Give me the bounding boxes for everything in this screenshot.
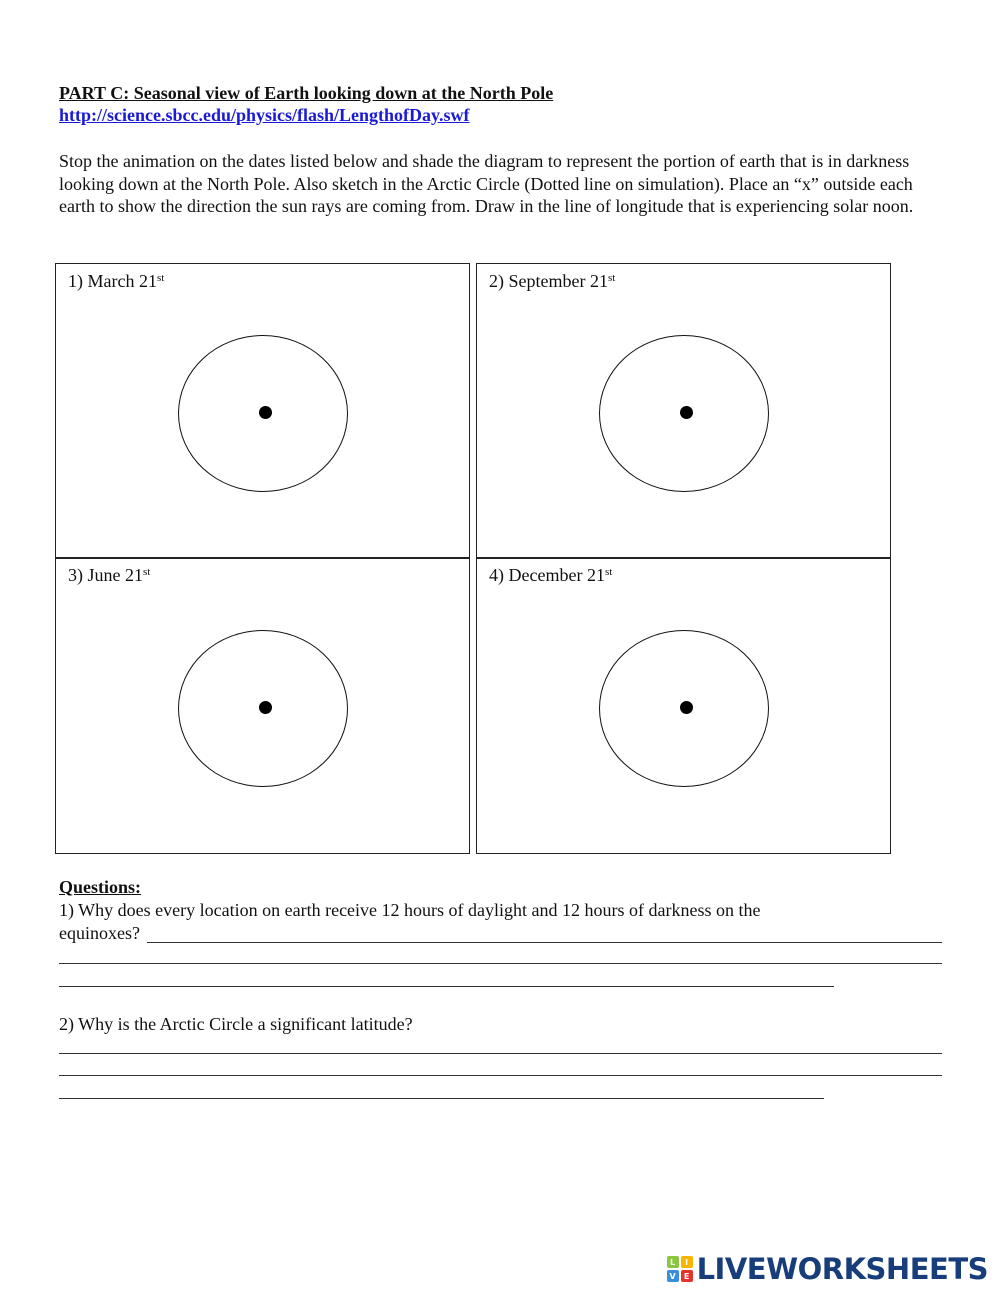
logo-text: LIVEWORKSHEETS [696,1252,988,1286]
instructions-paragraph: Stop the animation on the dates listed below and shade the diagram to represent the portion of earth that is in darkness looking down at the North Pole. Also sketch in the Arctic Circle (Dotted line on simulation). Place an “x” outside each earth to show the direction the sun rays are coming from. Draw in the line of longitude that is experiencing solar noon. [59,151,914,217]
simulation-link[interactable]: http://science.sbcc.edu/physics/flash/LengthofDay.swf [59,105,470,125]
tile-v: V [667,1270,679,1282]
answer-line-1b[interactable] [59,963,942,964]
diagram-label: 3) June 21st [68,565,151,585]
diagram-label: 2) September 21st [489,271,616,291]
north-pole-dot-icon [259,406,272,419]
questions-heading: Questions: [59,877,142,897]
north-pole-dot-icon [259,701,272,714]
question-1-text: 1) Why does every location on earth receive 12 hours of daylight and 12 hours of darkness on the [59,900,761,920]
question-2-text: 2) Why is the Arctic Circle a significant latitude? [59,1014,413,1034]
diagram-label: 4) December 21st [489,565,613,585]
diagram-box-december [476,557,891,854]
diagram-label: 1) March 21st [68,271,165,291]
question-1-text-cont: equinoxes? [59,923,140,943]
diagram-box-june [55,557,470,854]
page-title: PART C: Seasonal view of Earth looking down at the North Pole [59,83,554,103]
logo-tiles-icon [667,1256,693,1282]
tile-l: L [667,1256,679,1268]
diagram-box-march [55,263,470,559]
answer-line-1c[interactable] [59,986,834,987]
north-pole-dot-icon [680,701,693,714]
north-pole-dot-icon [680,406,693,419]
answer-line-2a[interactable] [59,1053,942,1054]
liveworksheets-logo [667,1252,988,1286]
tile-e: E [681,1270,693,1282]
answer-line-2b[interactable] [59,1075,942,1076]
answer-line-1a[interactable] [147,942,942,943]
diagram-box-september [476,263,891,559]
answer-line-2c[interactable] [59,1098,824,1099]
tile-i: I [681,1256,693,1268]
